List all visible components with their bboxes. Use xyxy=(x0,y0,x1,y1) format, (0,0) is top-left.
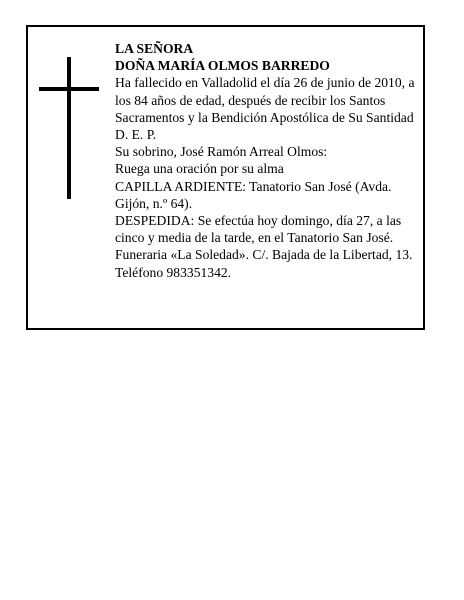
title-line-name: DOÑA MARÍA OLMOS BARREDO xyxy=(115,58,330,74)
title-line-honorific: LA SEÑORA xyxy=(115,41,194,56)
body-line: CAPILLA ARDIENTE: Tanatorio San José (Avda. xyxy=(115,178,392,194)
body-line: Teléfono 983351342. xyxy=(115,264,232,280)
latin-cross-icon xyxy=(39,57,99,199)
body-line: DESPEDIDA: Se efectúa hoy domingo, día 27, a las xyxy=(115,213,402,229)
notice-text xyxy=(115,40,421,281)
body-line: Ha fallecido en Valladolid el día 26 de junio de 2010, a xyxy=(115,75,415,91)
body-line: Su sobrino, José Ramón Arreal Olmos: xyxy=(115,144,328,160)
body-line: Sacramentos y la Bendición Apostólica de Su Santidad xyxy=(115,109,414,125)
body-line: Funeraria «La Soledad». C/. Bajada de la Libertad, 13. xyxy=(115,247,413,263)
obituary-notice xyxy=(26,25,425,330)
body-line: cinco y media de la tarde, en el Tanatorio San José. xyxy=(115,230,394,246)
body-line: D. E. P. xyxy=(115,127,157,143)
body-line: Gijón, n.º 64). xyxy=(115,195,193,211)
body-line: los 84 años de edad, después de recibir los Santos xyxy=(115,92,386,108)
body-line: Ruega una oración por su alma xyxy=(115,161,284,177)
cross-vertical-bar xyxy=(67,57,71,199)
cross-horizontal-bar xyxy=(39,87,99,91)
